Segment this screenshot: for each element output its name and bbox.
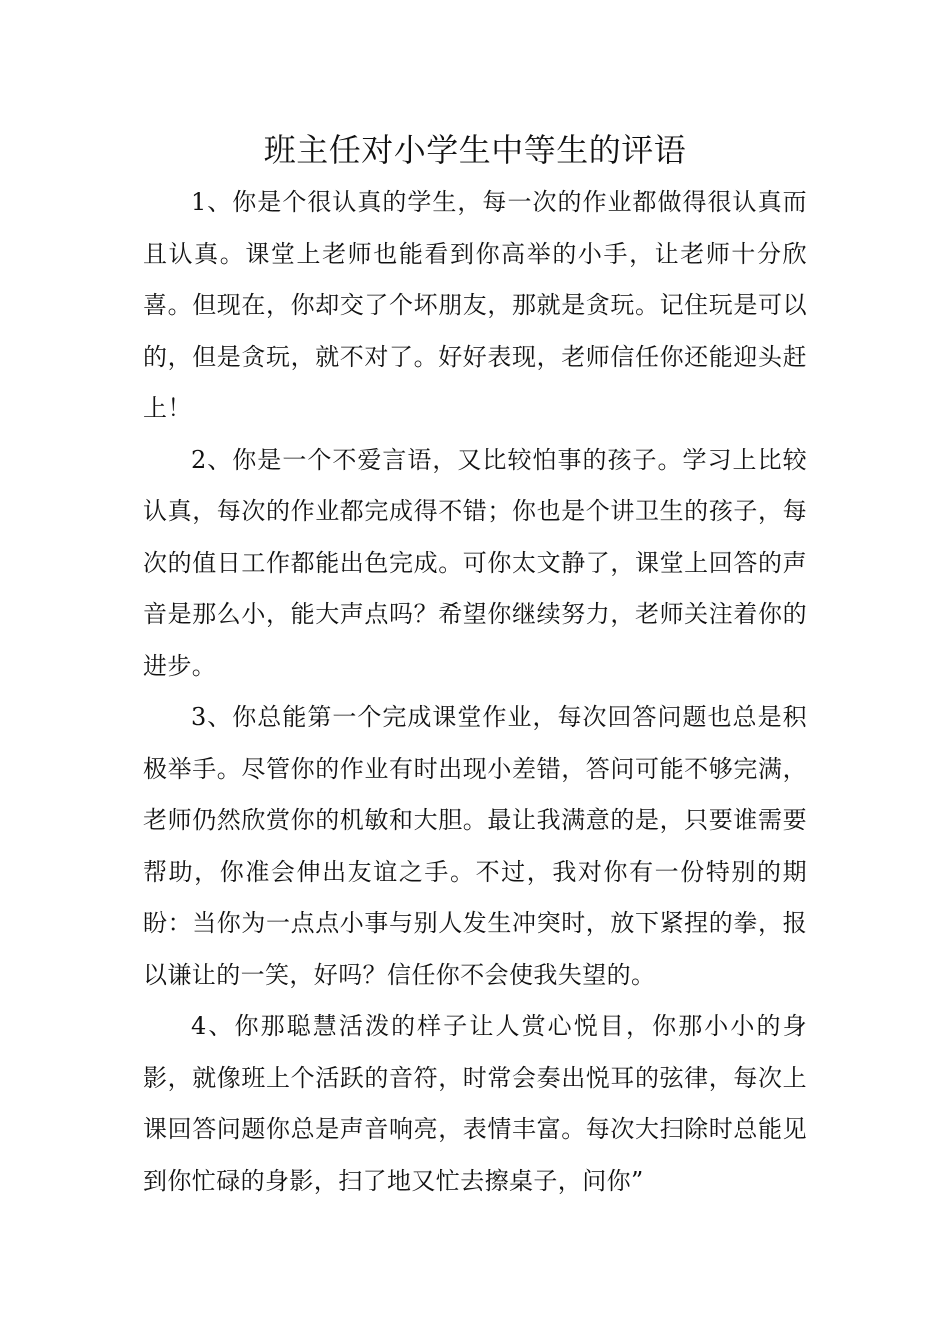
document-body	[143, 177, 807, 1207]
document-title: 班主任对小学生中等生的评语	[263, 131, 687, 169]
paragraph-1: 1、你是个很认真的学生，每一次的作业都做得很认真而且认真。课堂上老师也能看到你高举的小手，让老师十分欣喜。但现在，你却交了个坏朋友，那就是贪玩。记住玩是可以的，但是贪玩，就不对了。好好表现，老师信任你还能迎头赶上！	[143, 188, 807, 422]
paragraph-4: 4、你那聪慧活泼的样子让人赏心悦目，你那小小的身影，就像班上个活跃的音符，时常会奏出悦耳的弦律，每次上课回答问题你总是声音响亮，表情丰富。每次大扫除时总能见到你忙碌的身影，扫了地又忙去擦桌子，问你”	[143, 1012, 807, 1195]
paragraph-2: 2、你是一个不爱言语，又比较怕事的孩子。学习上比较认真，每次的作业都完成得不错；你也是个讲卫生的孩子，每次的值日工作都能出色完成。可你太文静了，课堂上回答的声音是那么小，能大声点吗？希望你继续努力，老师关注着你的进步。	[143, 445, 807, 680]
paragraph-3: 3、你总能第一个完成课堂作业，每次回答问题也总是积极举手。尽管你的作业有时出现小差错，答问可能不够完满，老师仍然欣赏你的机敏和大胆。最让我满意的是，只要谁需要帮助，你准会伸出友谊之手。不过，我对你有一份特别的期盼：当你为一点点小事与别人发生冲突时，放下紧捏的拳，报以谦让的一笑，好吗？信任你不会使我失望的。	[143, 703, 807, 989]
